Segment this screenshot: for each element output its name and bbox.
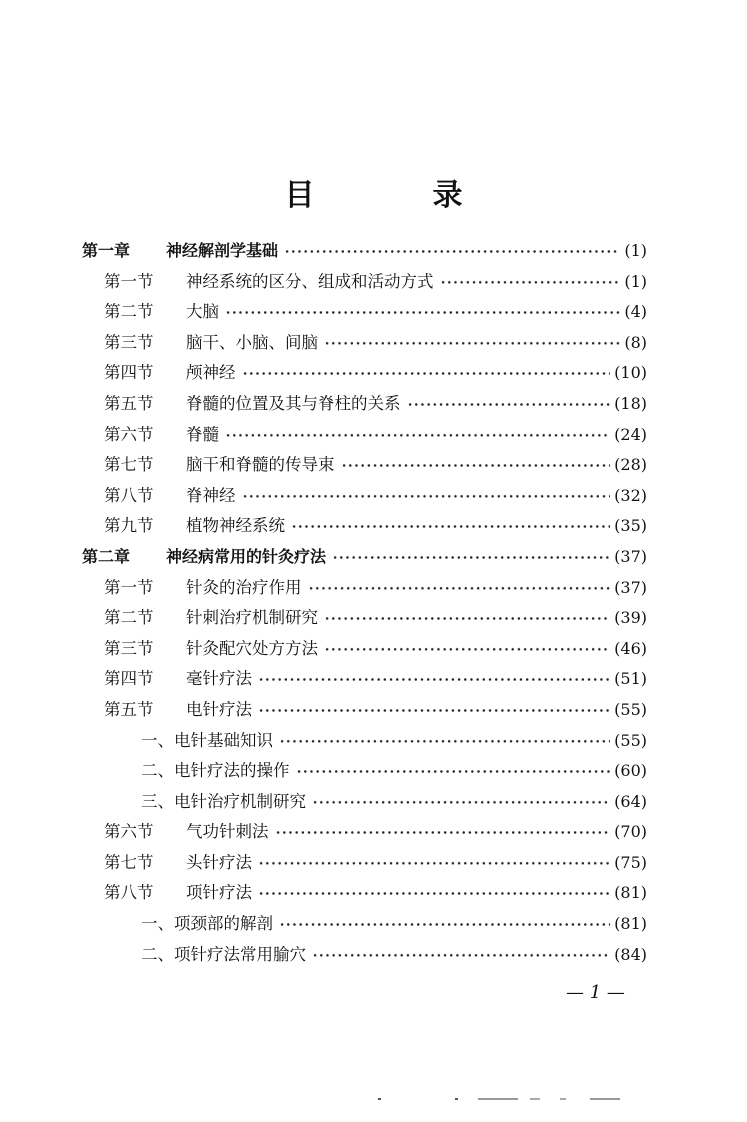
toc-entry-number: 第二节 bbox=[104, 608, 154, 628]
toc-entry-number: 第五节 bbox=[104, 393, 154, 413]
page-number: — 1 — bbox=[566, 982, 625, 1003]
toc-entry-title: 脊髓 bbox=[186, 424, 219, 444]
toc-section-row bbox=[0, 817, 747, 848]
leader-dots bbox=[225, 297, 620, 328]
toc-entry-number: 第七节 bbox=[104, 852, 154, 872]
toc-page-number: (70) bbox=[614, 822, 647, 842]
toc-entry-number: 第三节 bbox=[104, 638, 154, 658]
scan-speck bbox=[378, 1098, 381, 1100]
toc-section-row bbox=[0, 848, 747, 879]
toc-entry-label bbox=[104, 878, 256, 909]
toc-page-number: (1) bbox=[624, 271, 647, 291]
toc-entry-label bbox=[104, 664, 256, 695]
toc-entry-number: 二、 bbox=[141, 761, 174, 781]
toc-page-number: (8) bbox=[624, 332, 647, 352]
scan-speck bbox=[560, 1098, 566, 1100]
leader-dots bbox=[332, 542, 610, 573]
toc-section-row bbox=[0, 358, 747, 389]
toc-section-row bbox=[0, 634, 747, 665]
table-of-contents bbox=[0, 236, 747, 970]
toc-section-row bbox=[0, 664, 747, 695]
toc-section-row bbox=[0, 481, 747, 512]
leader-dots bbox=[312, 940, 610, 971]
toc-entry-label bbox=[104, 511, 289, 542]
toc-page-number: (64) bbox=[614, 791, 647, 811]
toc-page-number: (46) bbox=[614, 638, 647, 658]
page-title: 目 录 bbox=[284, 178, 507, 213]
toc-entry-number: 第一节 bbox=[104, 577, 154, 597]
leader-dots bbox=[284, 236, 620, 267]
toc-section-row bbox=[0, 297, 747, 328]
leader-dots bbox=[258, 695, 610, 726]
toc-section-row bbox=[0, 328, 747, 359]
leader-dots bbox=[407, 389, 610, 420]
leader-dots bbox=[258, 848, 610, 879]
toc-entry-number: 第二章 bbox=[82, 546, 131, 566]
toc-entry-title: 项针疗法 bbox=[186, 883, 252, 903]
toc-section-row bbox=[0, 878, 747, 909]
toc-page-number: (60) bbox=[614, 761, 647, 781]
leader-dots bbox=[312, 787, 610, 818]
toc-entry-label bbox=[104, 389, 405, 420]
toc-entry-title: 电针基础知识 bbox=[174, 730, 273, 750]
toc-entry-label bbox=[104, 817, 273, 848]
toc-entry-label bbox=[104, 328, 322, 359]
toc-page-number: (37) bbox=[614, 546, 647, 566]
toc-section-row bbox=[0, 389, 747, 420]
toc-entry-label bbox=[104, 450, 339, 481]
toc-entry-number: 第四节 bbox=[104, 363, 154, 383]
toc-entry-title: 项颈部的解剖 bbox=[174, 914, 273, 934]
toc-subsection-row bbox=[0, 726, 747, 757]
toc-entry-label bbox=[141, 726, 277, 757]
toc-section-row bbox=[0, 511, 747, 542]
toc-entry-label bbox=[104, 358, 240, 389]
leader-dots bbox=[242, 358, 610, 389]
toc-entry-title: 电针疗法的操作 bbox=[174, 761, 290, 781]
leader-dots bbox=[440, 267, 620, 298]
toc-entry-title: 神经系统的区分、组成和活动方式 bbox=[186, 271, 434, 291]
toc-entry-number: 二、 bbox=[141, 944, 174, 964]
toc-entry-number: 第八节 bbox=[104, 485, 154, 505]
toc-entry-number: 第六节 bbox=[104, 822, 154, 842]
toc-entry-number: 三、 bbox=[141, 791, 174, 811]
toc-chapter-row bbox=[0, 542, 747, 573]
toc-subsection-row bbox=[0, 756, 747, 787]
toc-entry-title: 神经解剖学基础 bbox=[166, 241, 279, 260]
toc-entry-number: 第九节 bbox=[104, 516, 154, 536]
leader-dots bbox=[279, 726, 610, 757]
scan-speck bbox=[590, 1098, 620, 1100]
toc-entry-label bbox=[104, 297, 223, 328]
leader-dots bbox=[324, 634, 610, 665]
toc-entry-number: 第六节 bbox=[104, 424, 154, 444]
toc-page-number: (81) bbox=[614, 883, 647, 903]
toc-entry-label bbox=[82, 236, 282, 267]
scan-speck bbox=[455, 1098, 458, 1100]
toc-page-number: (84) bbox=[614, 944, 647, 964]
toc-entry-title: 气功针刺法 bbox=[186, 822, 269, 842]
toc-page-number: (32) bbox=[614, 485, 647, 505]
leader-dots bbox=[279, 909, 610, 940]
toc-entry-number: 一、 bbox=[141, 914, 174, 934]
toc-entry-title: 电针治疗机制研究 bbox=[174, 791, 306, 811]
toc-page-number: (10) bbox=[614, 363, 647, 383]
toc-entry-label bbox=[141, 756, 294, 787]
toc-page-number: (55) bbox=[614, 699, 647, 719]
toc-page-number: (18) bbox=[614, 393, 647, 413]
toc-entry-title: 脑干和脊髓的传导束 bbox=[186, 455, 335, 475]
toc-page-number: (51) bbox=[614, 669, 647, 689]
toc-page-number: (35) bbox=[614, 516, 647, 536]
toc-section-row bbox=[0, 603, 747, 634]
toc-entry-number: 第一节 bbox=[104, 271, 154, 291]
toc-entry-title: 针灸配穴处方方法 bbox=[186, 638, 318, 658]
toc-entry-label bbox=[104, 420, 223, 451]
toc-entry-number: 第一章 bbox=[82, 241, 131, 260]
toc-subsection-row bbox=[0, 940, 747, 971]
toc-section-row bbox=[0, 267, 747, 298]
toc-entry-title: 植物神经系统 bbox=[186, 516, 285, 536]
toc-entry-title: 针灸的治疗作用 bbox=[186, 577, 302, 597]
toc-page-number: (28) bbox=[614, 455, 647, 475]
toc-entry-number: 第二节 bbox=[104, 302, 154, 322]
leader-dots bbox=[275, 817, 610, 848]
toc-entry-title: 毫针疗法 bbox=[186, 669, 252, 689]
toc-page-number: (81) bbox=[614, 914, 647, 934]
leader-dots bbox=[291, 511, 610, 542]
scan-speck bbox=[530, 1098, 540, 1100]
toc-entry-label bbox=[104, 603, 322, 634]
leader-dots bbox=[308, 573, 610, 604]
toc-section-row bbox=[0, 695, 747, 726]
toc-entry-title: 颅神经 bbox=[186, 363, 236, 383]
toc-entry-label bbox=[104, 481, 240, 512]
leader-dots bbox=[324, 328, 620, 359]
toc-entry-title: 大脑 bbox=[186, 302, 219, 322]
toc-entry-title: 脊髓的位置及其与脊柱的关系 bbox=[186, 393, 401, 413]
leader-dots bbox=[324, 603, 610, 634]
toc-page-number: (1) bbox=[624, 241, 647, 260]
leader-dots bbox=[341, 450, 610, 481]
toc-subsection-row bbox=[0, 909, 747, 940]
toc-entry-number: 第三节 bbox=[104, 332, 154, 352]
toc-section-row bbox=[0, 420, 747, 451]
toc-subsection-row bbox=[0, 787, 747, 818]
toc-page-number: (4) bbox=[624, 302, 647, 322]
toc-entry-label bbox=[82, 542, 330, 573]
leader-dots bbox=[296, 756, 610, 787]
toc-entry-number: 第四节 bbox=[104, 669, 154, 689]
toc-entry-title: 电针疗法 bbox=[186, 699, 252, 719]
toc-entry-number: 第五节 bbox=[104, 699, 154, 719]
leader-dots bbox=[258, 878, 610, 909]
toc-page-number: (24) bbox=[614, 424, 647, 444]
toc-page-number: (55) bbox=[614, 730, 647, 750]
toc-section-row bbox=[0, 573, 747, 604]
toc-entry-title: 脑干、小脑、间脑 bbox=[186, 332, 318, 352]
toc-page-number: (37) bbox=[614, 577, 647, 597]
toc-entry-title: 项针疗法常用腧穴 bbox=[174, 944, 306, 964]
toc-entry-label bbox=[104, 695, 256, 726]
toc-chapter-row bbox=[0, 236, 747, 267]
toc-entry-title: 针刺治疗机制研究 bbox=[186, 608, 318, 628]
toc-entry-title: 头针疗法 bbox=[186, 852, 252, 872]
toc-entry-number: 第八节 bbox=[104, 883, 154, 903]
toc-entry-number: 第七节 bbox=[104, 455, 154, 475]
toc-entry-label bbox=[104, 573, 306, 604]
toc-entry-title: 神经病常用的针灸疗法 bbox=[166, 546, 327, 566]
toc-entry-label bbox=[104, 848, 256, 879]
toc-page-number: (75) bbox=[614, 852, 647, 872]
toc-entry-label bbox=[141, 940, 310, 971]
toc-entry-title: 脊神经 bbox=[186, 485, 236, 505]
toc-entry-number: 一、 bbox=[141, 730, 174, 750]
leader-dots bbox=[242, 481, 610, 512]
leader-dots bbox=[258, 664, 610, 695]
toc-entry-label bbox=[104, 634, 322, 665]
toc-page-number: (39) bbox=[614, 608, 647, 628]
toc-entry-label bbox=[104, 267, 438, 298]
toc-entry-label bbox=[141, 909, 277, 940]
scan-speck bbox=[478, 1098, 518, 1100]
leader-dots bbox=[225, 420, 610, 451]
toc-section-row bbox=[0, 450, 747, 481]
toc-entry-label bbox=[141, 787, 310, 818]
